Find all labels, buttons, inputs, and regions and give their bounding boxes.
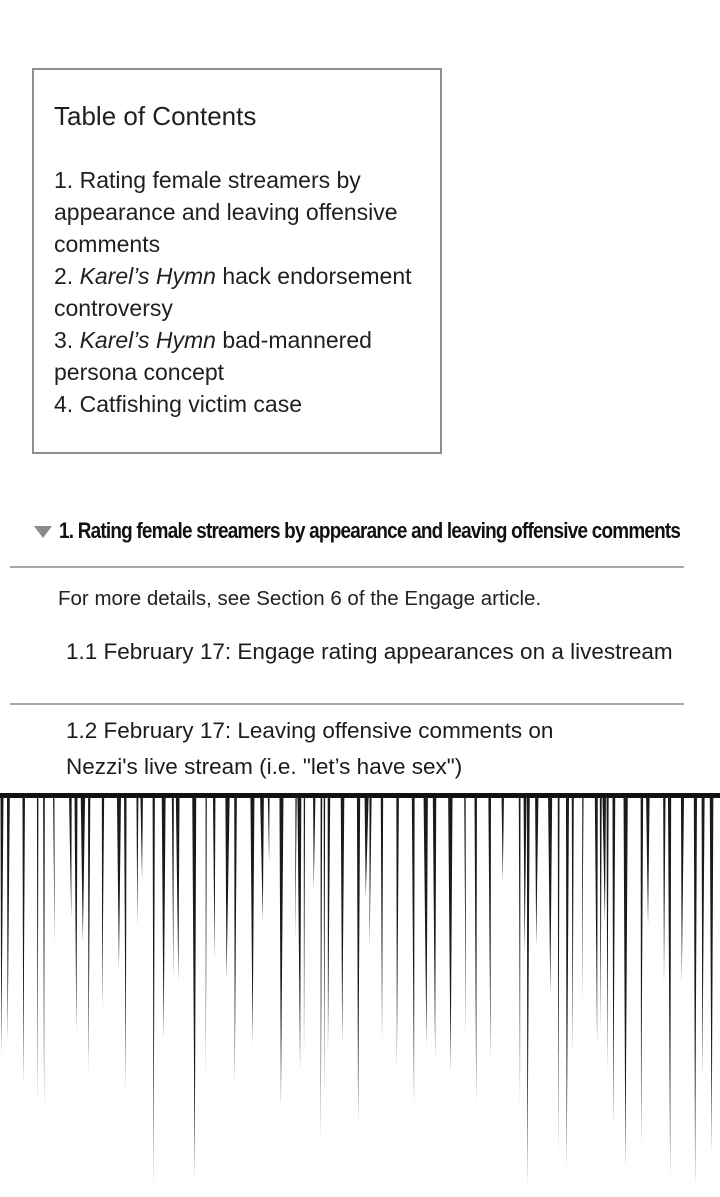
toc-item-text: bad-mannered persona concept xyxy=(54,327,372,385)
speed-line xyxy=(268,797,270,864)
speed-line xyxy=(321,797,323,1142)
speed-line xyxy=(369,797,371,948)
speed-line xyxy=(304,797,305,1057)
toc-item[interactable] xyxy=(54,260,420,324)
speed-line xyxy=(37,797,38,1105)
speed-line xyxy=(136,797,138,926)
section-title: 1. Rating female streamers by appearance and leaving offensive comments xyxy=(59,518,681,543)
speed-line xyxy=(365,797,369,897)
speed-line xyxy=(474,797,476,1104)
speed-line xyxy=(260,797,264,921)
speed-line xyxy=(43,797,45,1110)
speed-line xyxy=(464,797,466,1040)
speed-line xyxy=(172,797,174,979)
speed-line xyxy=(206,797,207,1075)
speed-line xyxy=(81,797,85,941)
toc-item-number: 3. xyxy=(54,327,74,353)
details-note: For more details, see Section 6 of the Engage article. xyxy=(58,587,542,610)
speed-line xyxy=(663,797,665,983)
toc-item-game-title: Karel’s Hymn xyxy=(79,263,216,289)
speed-line xyxy=(641,797,644,1146)
toc-item-text: Rating female streamers by appearance and leaving offensive comments xyxy=(54,167,398,257)
toc-item-number: 1. xyxy=(54,167,74,193)
speed-line xyxy=(250,797,254,1045)
speed-line xyxy=(192,797,196,1178)
speed-line xyxy=(381,797,383,1039)
speed-line xyxy=(548,797,552,994)
speed-line xyxy=(710,797,714,1152)
speed-line xyxy=(424,797,428,1046)
speed-line xyxy=(75,797,78,1033)
speed-line xyxy=(69,797,72,919)
speed-line xyxy=(668,797,671,1177)
toc-list xyxy=(54,164,420,420)
speed-line xyxy=(225,797,229,980)
speed-line xyxy=(433,797,436,1058)
toc-item[interactable] xyxy=(54,164,420,260)
speed-line xyxy=(153,797,155,1186)
speed-line xyxy=(295,797,296,941)
speed-line xyxy=(341,797,345,1043)
speed-line xyxy=(502,797,504,882)
speed-line xyxy=(535,797,538,947)
toc-item-text: Catfishing victim case xyxy=(79,391,302,417)
section-header[interactable] xyxy=(34,514,714,548)
speed-line xyxy=(412,797,415,1107)
speed-lines-group xyxy=(1,797,714,1187)
toc-title: Table of Contents xyxy=(54,101,257,131)
speed-line xyxy=(624,797,628,1168)
speed-line xyxy=(566,797,569,1170)
table-of-contents xyxy=(32,68,442,454)
speed-line xyxy=(234,797,237,1085)
speed-line xyxy=(519,797,521,1106)
speed-line xyxy=(646,797,650,925)
speed-line xyxy=(22,797,25,1086)
speed-line xyxy=(328,797,331,1052)
speed-lines-illustration xyxy=(0,793,720,1197)
speed-line xyxy=(140,797,143,880)
speed-line xyxy=(448,797,452,1072)
speed-line xyxy=(213,797,215,960)
toc-item-number: 4. xyxy=(54,391,74,417)
subsection-heading[interactable]: 1.1 February 17: Engage rating appearances on a livestream xyxy=(66,639,673,664)
speed-line xyxy=(176,797,180,981)
speed-line xyxy=(488,797,491,1059)
speed-line xyxy=(7,797,10,1041)
speed-line xyxy=(297,797,301,1070)
speed-line xyxy=(558,797,560,1153)
speed-line xyxy=(53,797,55,944)
speed-line xyxy=(324,797,325,1096)
speed-line xyxy=(527,797,530,1187)
toc-item[interactable] xyxy=(54,388,420,420)
toc-item-text: hack endorsement controversy xyxy=(54,263,412,321)
section-divider xyxy=(10,566,684,568)
speed-line xyxy=(694,797,697,1187)
speed-line xyxy=(595,797,598,1045)
speed-line xyxy=(117,797,121,969)
toc-item-number: 2. xyxy=(54,263,74,289)
speed-line xyxy=(357,797,360,1122)
collapse-triangle-icon[interactable] xyxy=(34,526,52,538)
speed-line xyxy=(279,797,283,1106)
speed-line xyxy=(572,797,574,1054)
speed-line xyxy=(681,797,684,983)
speed-line xyxy=(102,797,104,1010)
speed-line xyxy=(396,797,399,1067)
subsection-divider xyxy=(10,703,684,705)
speed-line xyxy=(582,797,584,1003)
speed-line xyxy=(313,797,315,890)
speed-line xyxy=(162,797,166,1039)
toc-item-game-title: Karel’s Hymn xyxy=(79,327,216,353)
toc-item[interactable] xyxy=(54,324,420,388)
speed-line xyxy=(1,797,4,1056)
speed-line xyxy=(607,797,609,1070)
speed-line xyxy=(600,797,602,1028)
subsection-heading[interactable]: 1.2 February 17: Leaving offensive comments on Nezzi's live stream (i.e. "let’s have sex") xyxy=(66,718,554,779)
speed-line xyxy=(602,797,606,922)
speed-line xyxy=(612,797,615,1126)
speed-line xyxy=(524,797,527,954)
speed-line xyxy=(702,797,705,1076)
speed-line xyxy=(88,797,90,1073)
speed-line xyxy=(124,797,126,1090)
